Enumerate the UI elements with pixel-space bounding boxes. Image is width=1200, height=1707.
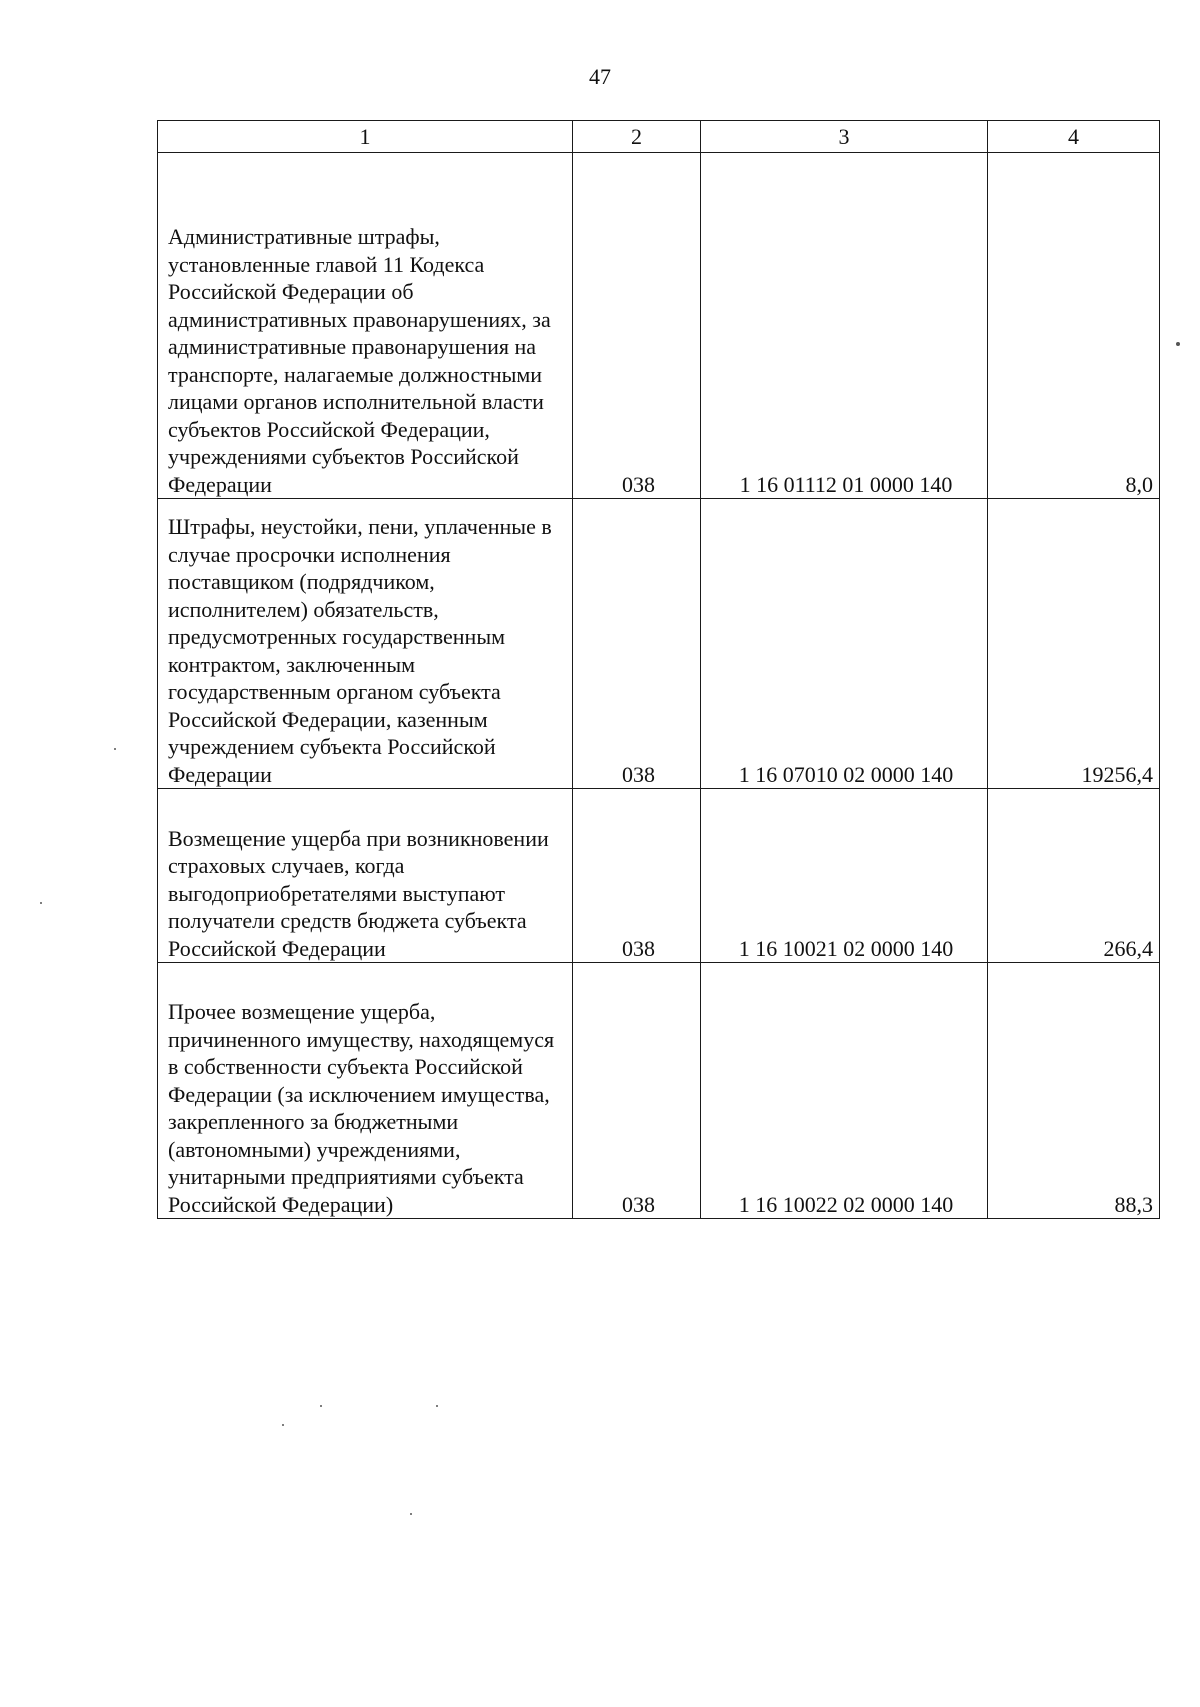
- table-row: [158, 153, 1160, 499]
- row-amount: 8,0: [988, 153, 1160, 499]
- scan-speck: [320, 1405, 322, 1407]
- table-row: [158, 789, 1160, 963]
- row-amount: 266,4: [988, 789, 1160, 963]
- scan-speck: [40, 902, 42, 904]
- scan-speck: [410, 1513, 412, 1515]
- row-kbk-code: 1 16 10022 02 0000 140: [701, 963, 988, 1219]
- row-admin-code: 038: [573, 499, 701, 789]
- row-name: Административные штрафы, установленные главой 11 Кодекса Российской Федерации об административных правонарушениях, за административные правонарушения на транспорте, налагаемые должностными лицами органов исполнительной власти субъектов Российской Федерации, учреждениями субъектов Российской Федерации: [158, 153, 573, 499]
- row-amount: 88,3: [988, 963, 1160, 1219]
- scan-speck: [282, 1424, 284, 1426]
- row-kbk-code: 1 16 10021 02 0000 140: [701, 789, 988, 963]
- table-row: [158, 963, 1160, 1219]
- column-header-4: 4: [988, 121, 1160, 153]
- scan-speck: [114, 748, 116, 750]
- row-name: Штрафы, неустойки, пени, уплаченные в случае просрочки исполнения поставщиком (подрядчиком, исполнителем) обязательств, предусмотренных государственным контрактом, заключенным государственным органом субъекта Российской Федерации, казенным учреждением субъекта Российской Федерации: [158, 499, 573, 789]
- row-name: Прочее возмещение ущерба, причиненного имуществу, находящемуся в собственности субъекта Российской Федерации (за исключением имущества, закрепленного за бюджетными (автономными) учреждениями, унитарными предприятиями субъекта Российской Федерации): [158, 963, 573, 1219]
- table-row: [158, 499, 1160, 789]
- column-header-1: 1: [158, 121, 573, 153]
- column-header-3: 3: [701, 121, 988, 153]
- row-admin-code: 038: [573, 963, 701, 1219]
- row-name: Возмещение ущерба при возникновении страховых случаев, когда выгодоприобретателями выступают получатели средств бюджета субъекта Российской Федерации: [158, 789, 573, 963]
- page-number: 47: [589, 64, 611, 89]
- row-kbk-code: 1 16 01112 01 0000 140: [701, 153, 988, 499]
- scan-speck: [436, 1405, 438, 1407]
- row-amount: 19256,4: [988, 499, 1160, 789]
- table-header-row: [158, 121, 1160, 153]
- scan-speck: [1176, 342, 1180, 346]
- revenue-table: [157, 120, 1160, 1219]
- row-admin-code: 038: [573, 153, 701, 499]
- column-header-2: 2: [573, 121, 701, 153]
- row-admin-code: 038: [573, 789, 701, 963]
- row-kbk-code: 1 16 07010 02 0000 140: [701, 499, 988, 789]
